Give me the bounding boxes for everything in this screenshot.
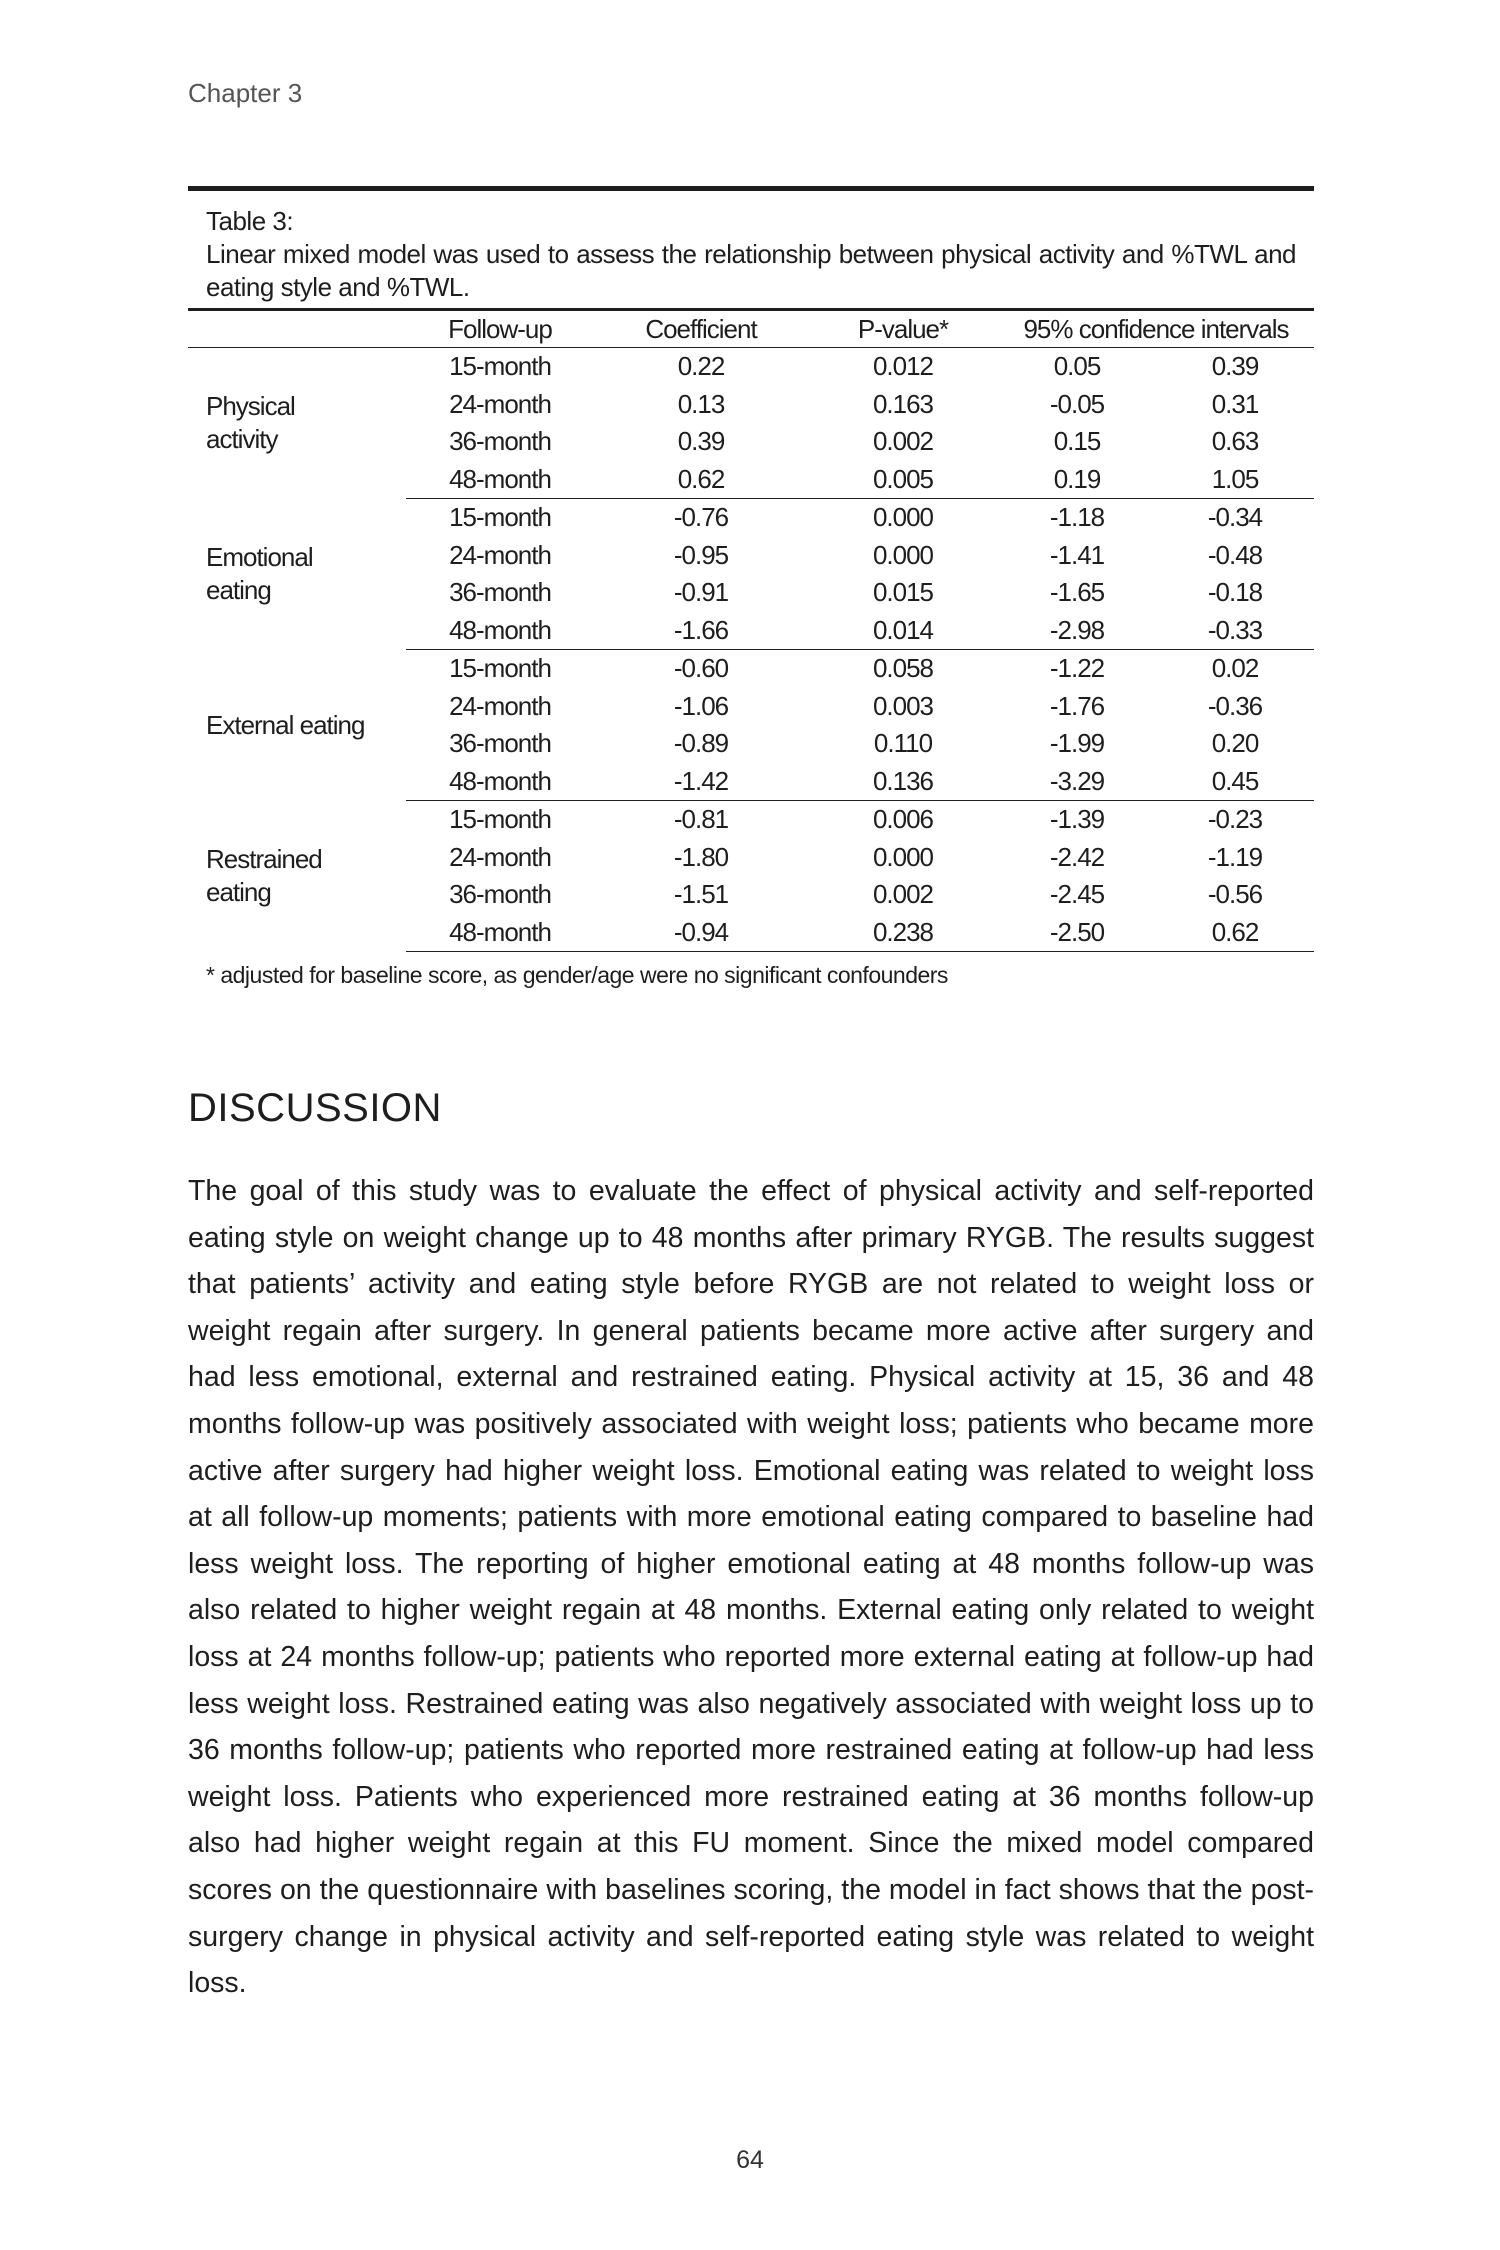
group-label-line: External eating — [206, 709, 365, 740]
ci-high-cell: -0.33 — [1156, 612, 1314, 650]
page-number: 64 — [736, 2146, 764, 2174]
ci-high-cell: -0.56 — [1207, 879, 1263, 910]
p-value-cell: 0.238 — [808, 914, 998, 952]
ci-low-cell: -1.41 — [1049, 539, 1105, 570]
p-value-cell: 0.000 — [872, 841, 934, 872]
ci-high-cell: -0.48 — [1207, 539, 1263, 570]
header-p-value: P-value* — [808, 310, 998, 348]
group-label — [188, 650, 406, 801]
p-value-cell: 0.002 — [872, 426, 934, 457]
follow-up-cell: 24-month — [449, 690, 551, 721]
ci-high-cell: 0.63 — [1211, 426, 1259, 457]
ci-high-cell: -0.23 — [1207, 804, 1263, 835]
p-value-cell: 0.000 — [872, 502, 934, 533]
running-head: Chapter 3 — [188, 78, 303, 108]
ci-high-cell: 0.45 — [1156, 763, 1314, 801]
group-label-line: Physical — [206, 391, 295, 422]
ci-high-cell: 1.05 — [1156, 461, 1314, 499]
ci-low-cell: -0.05 — [1049, 388, 1105, 419]
ci-high-cell: 0.02 — [1211, 653, 1259, 684]
group-label-line: Restrained — [206, 844, 322, 874]
p-value-cell: 0.005 — [808, 461, 998, 499]
table-row — [188, 801, 1314, 839]
coefficient-cell: 0.62 — [594, 461, 808, 499]
p-value-cell: 0.058 — [872, 653, 934, 684]
ci-low-cell: -1.18 — [1049, 502, 1105, 533]
ci-low-cell: -3.29 — [998, 763, 1156, 801]
coefficient-cell: -0.81 — [673, 804, 729, 835]
table-row — [188, 499, 1314, 537]
follow-up-cell: 36-month — [449, 728, 551, 759]
table-caption-text: Linear mixed model was used to assess the relationship between physical activity and %TWL and eating style and %TWL. — [206, 239, 1296, 302]
follow-up-cell: 15-month — [449, 653, 551, 684]
ci-low-cell: 0.05 — [1053, 351, 1101, 382]
table-3 — [188, 186, 1314, 989]
results-table — [188, 308, 1314, 952]
ci-low-cell: -1.99 — [1049, 728, 1105, 759]
follow-up-cell: 36-month — [449, 426, 551, 457]
ci-low-cell: -2.98 — [998, 612, 1156, 650]
ci-high-cell: 0.39 — [1211, 351, 1259, 382]
ci-high-cell: -0.18 — [1207, 577, 1263, 608]
coefficient-cell: -1.51 — [673, 879, 729, 910]
follow-up-cell: 36-month — [449, 879, 551, 910]
ci-low-cell: -1.22 — [1049, 653, 1105, 684]
coefficient-cell: 0.39 — [677, 426, 725, 457]
p-value-cell: 0.002 — [872, 879, 934, 910]
header-confidence-intervals: 95% confidence intervals — [998, 310, 1314, 348]
coefficient-cell: -0.60 — [673, 653, 729, 684]
coefficient-cell: -0.94 — [594, 914, 808, 952]
p-value-cell: 0.015 — [872, 577, 934, 608]
follow-up-cell: 24-month — [449, 841, 551, 872]
follow-up-cell: 48-month — [406, 763, 594, 801]
follow-up-cell: 48-month — [406, 461, 594, 499]
coefficient-cell: -0.89 — [673, 728, 729, 759]
table-label: Table 3: — [206, 206, 294, 236]
coefficient-cell: -0.91 — [673, 577, 729, 608]
follow-up-cell: 15-month — [449, 502, 551, 533]
ci-high-cell: -0.34 — [1207, 502, 1263, 533]
group-label — [188, 801, 406, 952]
follow-up-cell: 48-month — [406, 612, 594, 650]
group-label — [188, 499, 406, 650]
group-label-line: eating — [206, 877, 271, 907]
p-value-cell: 0.003 — [872, 690, 934, 721]
p-value-cell: 0.110 — [873, 728, 933, 759]
ci-low-cell: -2.42 — [1049, 841, 1105, 872]
table-footnote: * adjusted for baseline score, as gender/age were no significant confounders — [206, 962, 948, 988]
group-label-line: activity — [206, 424, 278, 455]
ci-high-cell: 0.62 — [1156, 914, 1314, 952]
table-header-row — [188, 310, 1314, 348]
group-label-line: eating — [206, 575, 271, 605]
p-value-cell: 0.012 — [872, 351, 934, 382]
header-follow-up: Follow-up — [406, 310, 594, 348]
follow-up-cell: 15-month — [449, 351, 551, 382]
group-label-line: Emotional — [206, 542, 313, 572]
header-group — [188, 310, 406, 348]
follow-up-cell: 15-month — [449, 804, 551, 835]
coefficient-cell: -1.80 — [673, 841, 729, 872]
discussion-paragraph: The goal of this study was to evaluate the effect of physical activity and self-reported eating style on weight change up to 48 months after primary RYGB. The results suggest that patients’ activity and eating style before RYGB are not related to weight loss or weight regain after surgery. In general patients became more active after surgery and had less emotional, external and restrained eating. Physical activity at 15, 36 and 48 months follow-up was positively associated with weight loss; patients who became more active after surgery had higher weight loss. Emotional eating was related to weight loss at all follow-up moments; patients with more emotional eating compared to baseline had less weight loss. The reporting of higher emotional eating at 48 months follow-up was also related to higher weight regain at 48 months. External eating only related to weight loss at 24 months follow-up; patients who reported more external eating at follow-up had less weight loss. Restrained eating was also negatively associated with weight loss up to 36 months follow-up; patients who reported more restrained eating at follow-up had less weight loss. Patients who experienced more restrained eating at 36 months follow-up also had higher weight regain at this FU moment. Since the mixed model compared scores on the questionnaire with baselines scoring, the model in fact shows that the post-surgery change in physical activity and self-reported eating style was related to weight loss. — [188, 1175, 1314, 2000]
ci-low-cell: 0.19 — [998, 461, 1156, 499]
p-value-cell: 0.006 — [872, 804, 934, 835]
ci-high-cell: -0.36 — [1207, 690, 1263, 721]
ci-high-cell: 0.31 — [1211, 388, 1259, 419]
section-heading: DISCUSSION — [188, 1086, 442, 1130]
coefficient-cell: -1.66 — [594, 612, 808, 650]
group-label — [188, 348, 406, 499]
table-row — [188, 348, 1314, 386]
ci-low-cell: -1.76 — [1049, 690, 1105, 721]
p-value-cell: 0.136 — [808, 763, 998, 801]
ci-low-cell: 0.15 — [1053, 426, 1101, 457]
follow-up-cell: 48-month — [406, 914, 594, 952]
p-value-cell: 0.163 — [872, 388, 934, 419]
ci-low-cell: -2.45 — [1049, 879, 1105, 910]
header-coefficient: Coefficient — [594, 310, 808, 348]
ci-low-cell: -2.50 — [998, 914, 1156, 952]
coefficient-cell: 0.22 — [677, 351, 725, 382]
follow-up-cell: 24-month — [449, 539, 551, 570]
table-row — [188, 650, 1314, 688]
ci-low-cell: -1.65 — [1049, 577, 1105, 608]
ci-high-cell: 0.20 — [1211, 728, 1259, 759]
coefficient-cell: -0.76 — [673, 502, 729, 533]
follow-up-cell: 36-month — [449, 577, 551, 608]
coefficient-cell: -1.42 — [594, 763, 808, 801]
ci-high-cell: -1.19 — [1207, 841, 1263, 872]
coefficient-cell: -0.95 — [673, 539, 729, 570]
table-body — [188, 348, 1314, 952]
p-value-cell: 0.000 — [872, 539, 934, 570]
p-value-cell: 0.014 — [808, 612, 998, 650]
table-caption — [188, 191, 1314, 304]
coefficient-cell: -1.06 — [673, 690, 729, 721]
ci-low-cell: -1.39 — [1049, 804, 1105, 835]
follow-up-cell: 24-month — [449, 388, 551, 419]
coefficient-cell: 0.13 — [677, 388, 725, 419]
